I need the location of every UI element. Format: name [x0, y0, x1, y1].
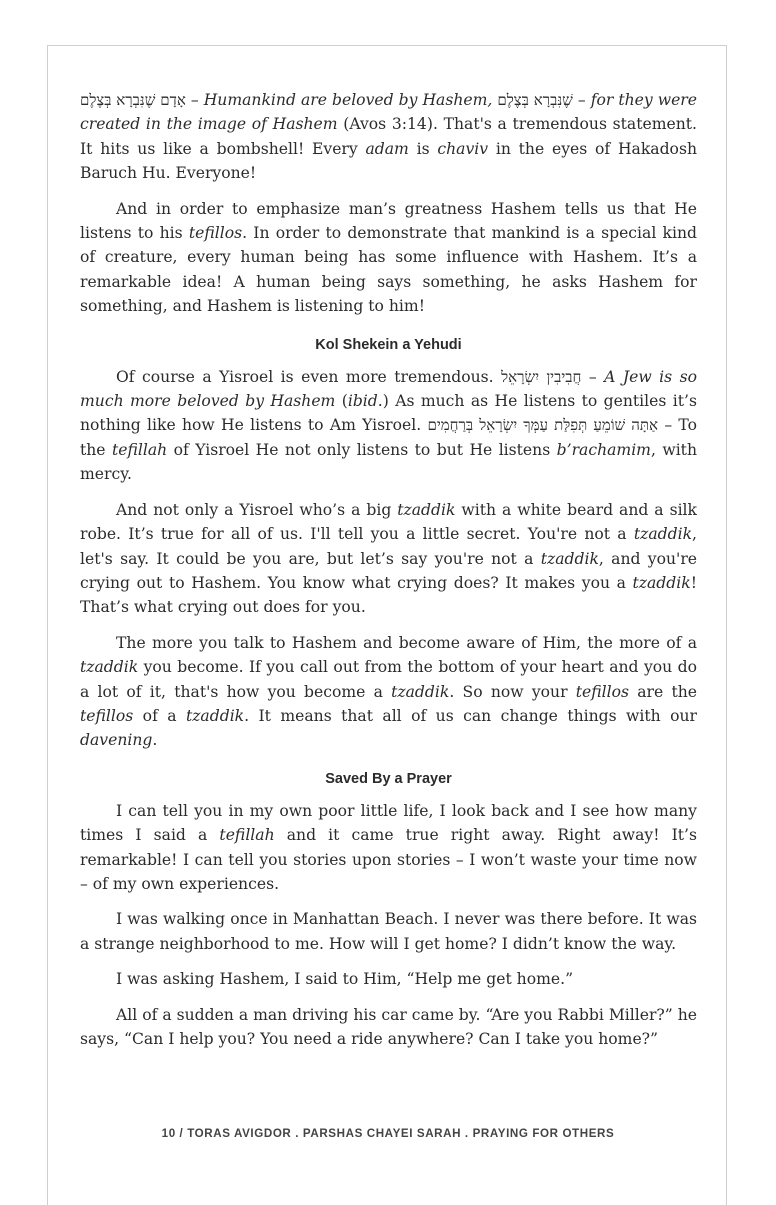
paragraph-7: I was walking once in Manhattan Beach. I never was there before. It was a strange neighborhood to me. How will I get home? I didn’t know the way. [80, 910, 697, 953]
article-body [80, 88, 697, 1062]
section-heading: Kol Shekein a Yehudi [315, 336, 462, 353]
paragraph-8: I was asking Hashem, I said to Him, “Help me get home.” [116, 970, 574, 989]
hebrew-quote: שֶׁנִּבְרָא בְּצֶלֶם [497, 91, 573, 109]
hebrew-quote: חֲבִיבִין יִשְׂרָאֵל [501, 367, 582, 386]
paragraph-9: All of a sudden a man driving his car came by. “Are you Rabbi Miller?” he says, “Can I help you? You need a ride anywhere? Can I take you home?” [80, 1005, 697, 1048]
paragraph-1: אָדָם שֶׁנִּבְרָא בְּצֶלֶם – Humankind are beloved by Hashem, שֶׁנִּבְרָא בְּצֶלֶם – for they were created in the image of Hashem (Avos 3:14). That's a tremendous statement. It hits us like a bombshell! Every adam is chaviv in the eyes of Hakadosh Baruch Hu. Everyone! [80, 91, 697, 183]
paragraph-6: I can tell you in my own poor little life, I look back and I see how many times I said a tefillah and it came true right away. Right away! It’s remarkable! I can tell you stories upon stories – I won’t waste your time now – of my own experiences. [80, 801, 697, 893]
hebrew-quote: אַתָּה שׁוֹמֵעַ תְּפִלַּת עַמְּךָ יִשְׂרָאֵל בְּרַחֲמִים [427, 416, 659, 435]
paragraph-5: The more you talk to Hashem and become aware of Him, the more of a tzaddik you become. If you call out from the bottom of your heart and you do a lot of it, that's how you become a tzaddik. So now your tefillos are the tefillos of a tzaddik. It means that all of us can change things with our davening. [80, 633, 697, 750]
hebrew-quote: אָדָם שֶׁנִּבְרָא בְּצֶלֶם [80, 91, 186, 109]
paragraph-4: And not only a Yisroel who’s a big tzaddik with a white beard and a silk robe. It’s true for all of us. I'll tell you a little secret. You're not a tzaddik, let's say. It could be you are, but let’s say you're not a tzaddik, and you're crying out to Hashem. You know what crying does? It makes you a tzaddik! That’s what crying out does for you. [80, 500, 698, 617]
section-heading: Saved By a Prayer [325, 770, 452, 787]
page-footer: 10 / TORAS AVIGDOR . PARSHAS CHAYEI SARAH . PRAYING FOR OTHERS [161, 1127, 615, 1140]
paragraph-2: And in order to emphasize man’s greatness Hashem tells us that He listens to his tefillos. In order to demonstrate that mankind is a special kind of creature, every human being has some influence with Hashem. It’s a remarkable idea! A human being says something, he asks Hashem for something, and Hashem is listening to him! [80, 199, 697, 316]
paragraph-3: Of course a Yisroel is even more tremendous. חֲבִיבִין יִשְׂרָאֵל – A Jew is so much more beloved by Hashem (ibid.) As much as He listens to gentiles it’s nothing like how He listens to Am Yisroel. אַתָּה שׁוֹמֵעַ תְּפִלַּת עַמְּךָ יִשְׂרָאֵל בְּרַחֲמִים – To the tefillah of Yisroel He not only listens to but He listens b’rachamim, with mercy. [80, 367, 697, 484]
